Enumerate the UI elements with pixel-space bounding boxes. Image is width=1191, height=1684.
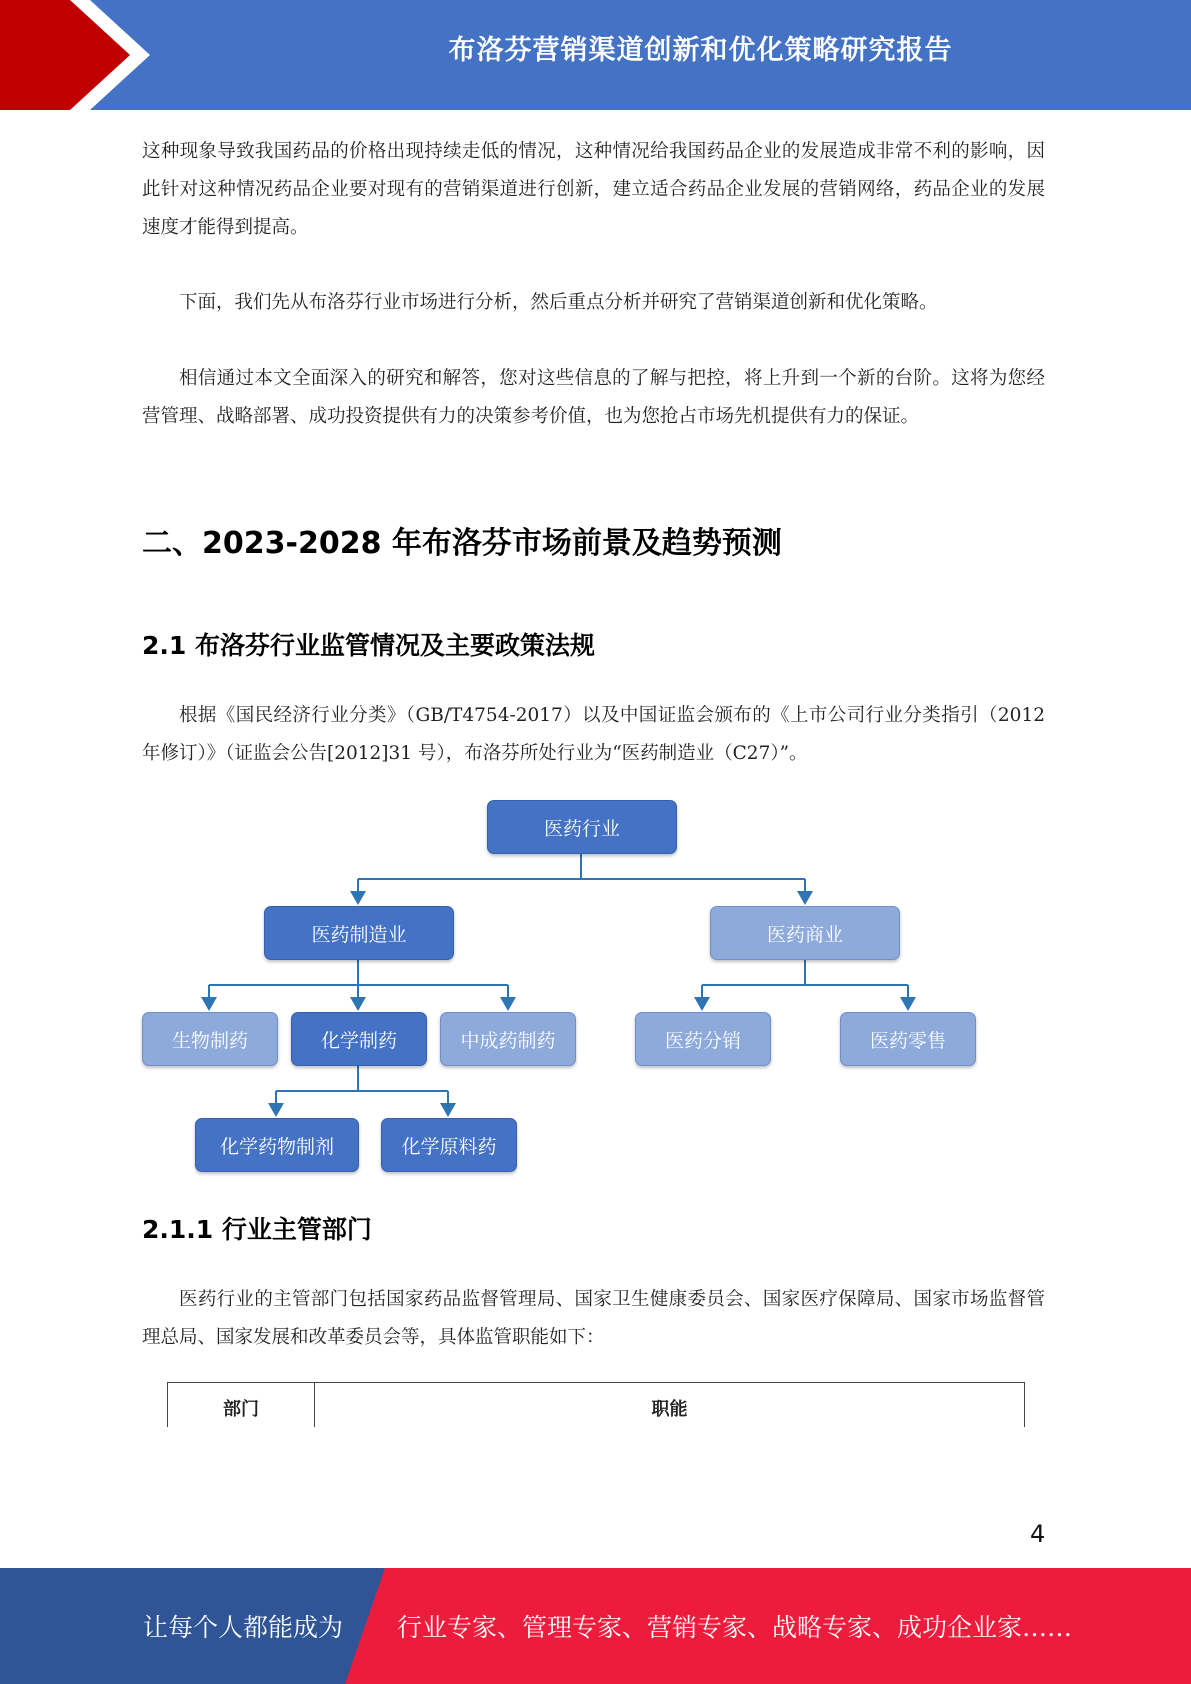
intro-section: [142, 133, 1045, 247]
report-title: 布洛芬营销渠道创新和优化策略研究报告: [448, 35, 953, 66]
node-pharma-retail: 医药零售: [840, 1012, 976, 1066]
node-chemical-pharma: 化学制药: [291, 1012, 427, 1066]
intro-section-3: [142, 360, 1045, 436]
subsection-2-1-paragraph: 根据《国民经济行业分类》（GB/T4754-2017）以及中国证监会颁布的《上市公司行业分类指引（2012 年修订）》（证监会公告[2012]31 号），布洛芬所处行业为“医药制造业（C27）”。: [142, 705, 1045, 764]
footer-slogan-left: 让每个人都能成为: [143, 1613, 344, 1642]
node-pharma-distribution: 医药分销: [635, 1012, 771, 1066]
intro-paragraph-2: 下面，我们先从布洛芬行业市场进行分析，然后重点分析并研究了营销渠道创新和优化策略。: [179, 292, 938, 313]
page-number: 4: [1030, 1520, 1046, 1548]
node-pharma-commerce: 医药商业: [710, 906, 900, 960]
node-pharma-industry: 医药行业: [487, 800, 677, 854]
regulators-table-header: [167, 1382, 1025, 1427]
intro-section-2: [142, 284, 1045, 322]
node-chemical-raw-material: 化学原料药: [381, 1118, 517, 1172]
subsection-2-1-1-paragraph: 医药行业的主管部门包括国家药品监督管理局、国家卫生健康委员会、国家医疗保障局、国家市场监督管理总局、国家发展和改革委员会等，具体监管职能如下：: [142, 1289, 1045, 1348]
subsection-heading-2-1-1: 2.1.1 行业主管部门: [142, 1215, 372, 1244]
footer-banner: [0, 1568, 1191, 1684]
footer-slogan-right: 行业专家、管理专家、营销专家、战略专家、成功企业家……: [397, 1613, 1073, 1642]
table-header-department: 部门: [168, 1383, 315, 1427]
header-banner: [0, 0, 1191, 110]
section-heading: 二、2023-2028 年布洛芬市场前景及趋势预测: [142, 526, 782, 561]
node-chemical-preparation: 化学药物制剂: [195, 1118, 359, 1172]
node-pharma-manufacturing: 医药制造业: [264, 906, 454, 960]
node-tcm-pharma: 中成药制药: [440, 1012, 576, 1066]
intro-paragraph-1: 这种现象导致我国药品的价格出现持续走低的情况，这种情况给我国药品企业的发展造成非常不利的影响，因此针对这种情况药品企业要对现有的营销渠道进行创新，建立适合药品企业发展的营销网络，药品企业的发展速度才能得到提高。: [142, 141, 1045, 238]
intro-paragraph-3: 相信通过本文全面深入的研究和解答，您对这些信息的了解与把控，将上升到一个新的台阶。这将为您经营管理、战略部署、成功投资提供有力的决策参考价值，也为您抢占市场先机提供有力的保证。: [142, 368, 1045, 427]
table-header-function: 职能: [651, 1399, 688, 1420]
node-bio-pharma: 生物制药: [142, 1012, 278, 1066]
subsection-heading-2-1: 2.1 布洛芬行业监管情况及主要政策法规: [142, 631, 595, 660]
